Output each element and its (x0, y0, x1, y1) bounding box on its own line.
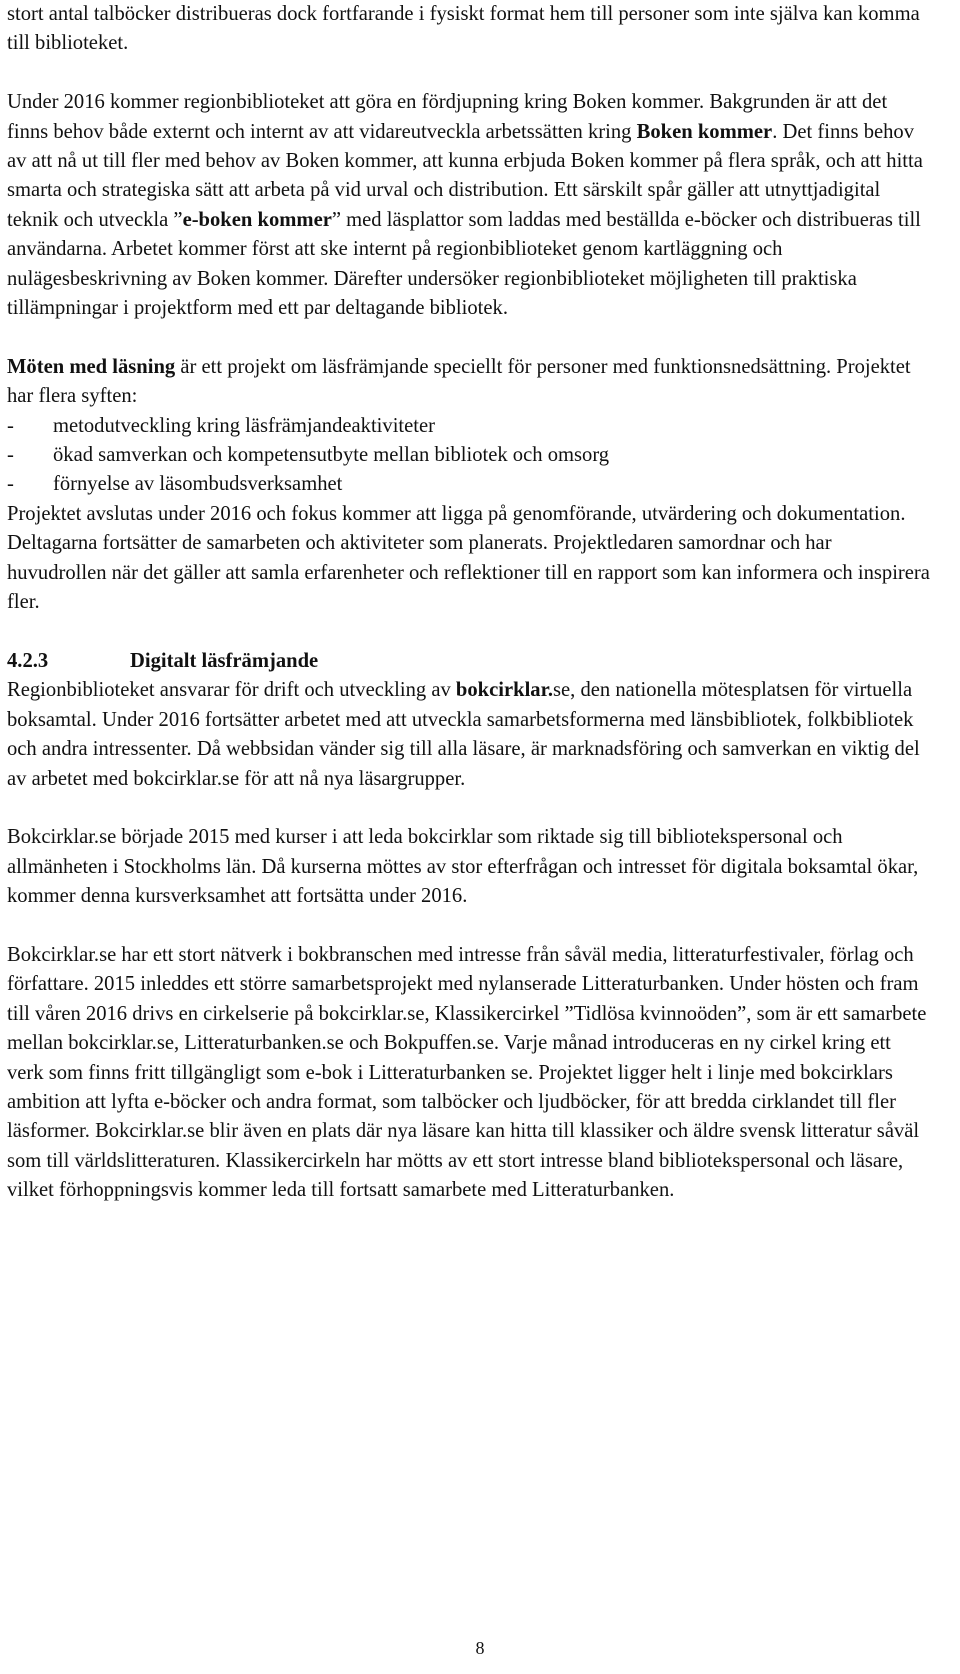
list-item (0, 470, 960, 499)
list-item (0, 412, 960, 441)
paragraph-spacer (0, 618, 960, 647)
bold-term-boken-kommer: Boken kommer (636, 120, 773, 143)
paragraph-text: . Det finns behov av att nå ut till fler med behov av Boken kommer, att kunna erbjuda Boken kommer på flera språk, och att hitta smarta och strategiska sätt att arbeta på vid urval och distribution. Ett särskilt spår gäller att utnyttjadigital teknik och utveckla ” (7, 120, 923, 231)
section-number: 4.2.3 (7, 649, 49, 672)
paragraph-spacer (0, 323, 960, 352)
section-title: Digitalt läsfrämjande (130, 649, 319, 672)
list-item-text: ökad samverkan och kompetensutbyte mellan bibliotek och omsorg (53, 444, 610, 467)
paragraph-moten-conclusion (0, 500, 960, 618)
bullet-dash: - (7, 444, 14, 467)
paragraph-boken-kommer (0, 88, 960, 323)
paragraph-moten-med-lasning (0, 353, 960, 412)
list-item-text: förnyelse av läsombudsverksamhet (53, 473, 343, 496)
bullet-list (0, 412, 960, 500)
bullet-dash: - (7, 473, 14, 496)
list-item (0, 441, 960, 470)
paragraph-natverk (0, 941, 960, 1206)
paragraph-text: Bokcirklar.se har ett stort nätverk i bokbranschen med intresse från såväl media, litteraturfestivaler, förlag och författare. 2015 inleddes ett större samarbetsprojekt med nylanserade Litteraturbanken. Under hösten och fram till våren 2016 drivs en cirkelserie på bokcirklar.se, Klassikercirkel ”Tidlösa kvinnoöden”, som är ett samarbete mellan bokcirklar.se, Litteraturbanken.se och Bokpuffen.se. Varje månad introduceras en ny cirkel kring ett verk som finns fritt tillgängligt som e-bok i Litteraturbanken se. Projektet ligger helt i linje med bokcirklars ambition att lyfta e-böcker och andra format, som talböcker och ljudböcker, för att bredda cirklandet till fler läsformer. Bokcirklar.se blir även en plats där nya läsare kan hitta till klassiker och äldre svensk litteratur såväl som till världslitteraturen. Klassikercirkeln har mötts av ett stort intresse bland bibliotekspersonal och läsare, vilket förhoppningsvis kommer leda till fortsatt samarbete med Litteraturbanken. (7, 943, 927, 1202)
paragraph-text: ” med läsplattor som laddas med beställda e-böcker och distribueras till användarna. Arbetet kommer först att ske internt på regionbiblioteket genom kartläggning och nulägesbeskrivning av Boken kommer. Därefter undersöker regionbiblioteket möjligheten till praktiska tillämpningar i projektform med ett par deltagande bibliotek. (7, 208, 921, 320)
paragraph-digitalt (0, 676, 960, 794)
bold-term-moten-med-lasning: Möten med läsning (7, 355, 176, 378)
bold-term-bokcirklar: bokcirklar. (455, 679, 553, 702)
paragraph-spacer (0, 794, 960, 823)
list-item-text: metodutveckling kring läsfrämjandeaktiviteter (53, 414, 435, 437)
paragraph-spacer (0, 59, 960, 88)
paragraph-text: Under 2016 kommer regionbiblioteket att göra en fördjupning kring Boken kommer. Bakgrunden är att det finns behov både externt och internt av att vidareutveckla arbetssätten kring (7, 91, 888, 143)
paragraph-talbocker (0, 0, 960, 59)
paragraph-text: stort antal talböcker distribueras dock fortfarande i fysiskt format hem till personer som inte själva kan komma till biblioteket. (7, 3, 920, 55)
paragraph-text: se, den nationella mötesplatsen för virtuella boksamtal. Under 2016 fortsätter arbetet med att utveckla samarbetsformerna med länsbibliotek, folkbibliotek och andra intressenter. Då webbsidan vänder sig till alla läsare, är marknadsföring och samverkan en viktig del av arbetet med bokcirklar.se för att nå nya läsargrupper. (7, 679, 920, 790)
bullet-dash: - (7, 414, 14, 437)
paragraph-spacer (0, 912, 960, 941)
paragraph-text: Bokcirklar.se började 2015 med kurser i att leda bokcirklar som riktade sig till bibliotekspersonal och allmänheten i Stockholms län. Då kurserna möttes av stor efterfrågan och intresset för digitala boksamtal ökar, kommer denna kursverksamhet att fortsätta under 2016. (7, 826, 919, 908)
section-heading (0, 647, 960, 676)
bold-term-e-boken-kommer: e-boken kommer (182, 208, 332, 231)
page-number: 8 (475, 1638, 485, 1658)
paragraph-text: Regionbiblioteket ansvarar för drift och utveckling av (7, 679, 456, 702)
paragraph-kurser (0, 823, 960, 911)
paragraph-text: är ett projekt om läsfrämjande speciellt för personer med funktionsnedsättning. Projektet har flera syften: (7, 355, 911, 408)
paragraph-text: Projektet avslutas under 2016 och fokus kommer att ligga på genomförande, utvärdering och dokumentation. Deltagarna fortsätter de samarbeten och aktiviteter som planerats. Projektledaren samordnar och har huvudrollen när det gäller att samla erfarenheter och reflektioner till en rapport som kan informera och inspirera fler. (7, 502, 930, 614)
